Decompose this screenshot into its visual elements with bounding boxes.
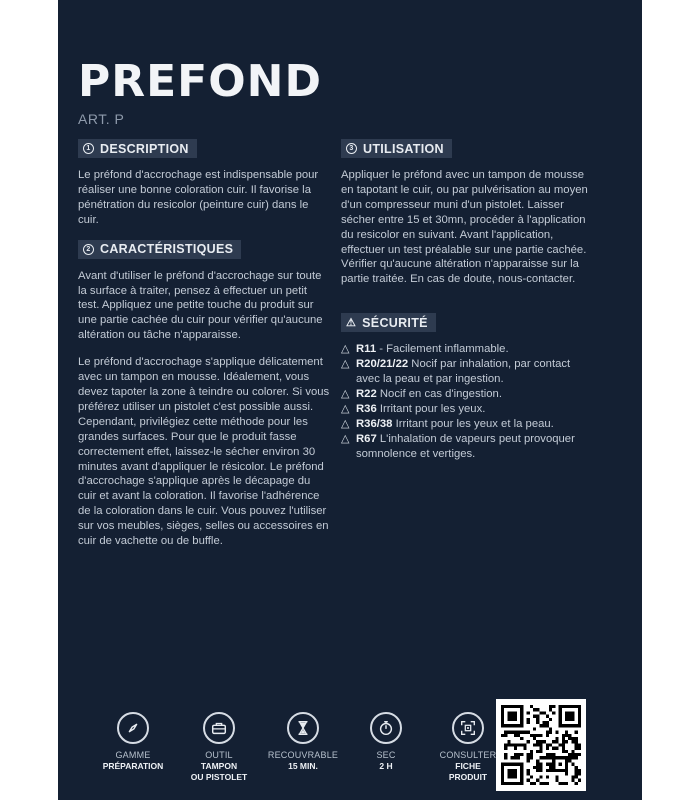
badge-sec: SEC 2 H: [341, 712, 431, 772]
badge-gamme: GAMME PRÉPARATION: [88, 712, 178, 772]
list-item: △ R67 L'inhalation de vapeurs peut provoquer somnolence et vertiges.: [341, 432, 575, 460]
qr-code[interactable]: [496, 699, 586, 791]
page-title: PREFOND: [78, 56, 322, 107]
badge-recouvrable: RECOUVRABLE 15 MIN.: [258, 712, 348, 772]
article-reference: ART. P: [78, 111, 125, 127]
section-number-icon: 2: [83, 244, 94, 255]
description-text: Le préfond d'accrochage est indispensable pour réaliser une bonne coloration cuir. Il favorise la pénétration du resicolor (peinture cuir) dans le cuir.: [78, 169, 319, 226]
description-heading-label: DESCRIPTION: [100, 141, 189, 156]
section-number-icon: 3: [346, 143, 357, 154]
risk-list: [341, 342, 591, 461]
warning-icon: ⚠: [346, 317, 357, 330]
product-sheet: [58, 0, 642, 800]
warning-triangle-icon: △: [341, 358, 350, 371]
list-item: △ R36/38 Irritant pour les yeux et la peau.: [341, 417, 554, 430]
section-number-icon: 1: [83, 143, 94, 154]
badge-consulter: CONSULTER FICHE PRODUIT: [423, 712, 513, 783]
safety-heading: [341, 313, 436, 332]
timer-icon: [370, 712, 402, 744]
description-heading: [78, 139, 197, 158]
warning-triangle-icon: △: [341, 417, 350, 430]
usage-text: Appliquer le préfond avec un tampon de mousse en tapotant le cuir, ou par pulvérisation au moyen d'un compresseur muni d'un pistolet. Laisser sécher entre 15 et 30mn, procéder à l'application du resicolor en suivant. Avant l'application, effectuer un test préalable sur une partie cachée. Vérifier qu'aucune altération n'apparaisse sur la partie traitée. En cas de doute, nous-contacter.: [341, 169, 588, 286]
safety-heading-label: SÉCURITÉ: [362, 315, 428, 330]
list-item: △ R11 - Facilement inflammable.: [341, 343, 509, 356]
left-column: [78, 137, 330, 559]
badge-outil: OUTIL TAMPON OU PISTOLET: [174, 712, 264, 783]
qr-code-icon: [501, 704, 581, 786]
toolbox-icon: [203, 712, 235, 744]
list-item: △ R20/21/22 Nocif par inhalation, par contact avec la peau et par ingestion.: [341, 358, 571, 386]
characteristics-text-1: Avant d'utiliser le préfond d'accrochage sur toute la surface à traiter, pensez à effectuer un petit test. Appliquez une petite touche du produit sur une partie cachée du cuir pour vérifier qu'aucune altération ou tâche n'apparaisse.: [78, 269, 323, 342]
warning-triangle-icon: △: [341, 432, 350, 445]
characteristics-heading: [78, 240, 241, 259]
characteristics-text-2: Le préfond d'accrochage s'applique délicatement avec un tampon en mousse. Idéalement, vous devez tapoter la zone à teindre ou colorer. Si vous préférez utiliser un pistolet c'est possible aussi. Cependant, privilégiez cette méthode pour les grandes surfaces. Pour que le produit fasse correctement effet, laissez-le sécher environ 30 minutes avant d'appliquer le résicolor. Le préfond d'accrochage s'applique après le décapage du cuir et avant la coloration. Il favorise l'adhérence de la coloration dans le cuir. Vous pouvez l'utiliser sur vos meubles, sièges, selles ou accessoires en cuir de vachette ou de buffle.: [78, 356, 330, 548]
list-item: △ R36 Irritant pour les yeux.: [341, 402, 486, 415]
usage-heading: [341, 139, 452, 158]
hourglass-icon: [287, 712, 319, 744]
usage-heading-label: UTILISATION: [363, 141, 444, 156]
warning-triangle-icon: △: [341, 343, 350, 356]
right-column: [341, 137, 591, 462]
feature-badges: [88, 712, 518, 792]
characteristics-heading-label: CARACTÉRISTIQUES: [100, 242, 234, 257]
compass-icon: [117, 712, 149, 744]
warning-triangle-icon: △: [341, 402, 350, 415]
warning-triangle-icon: △: [341, 387, 350, 400]
qr-scan-icon: [452, 712, 484, 744]
list-item: △ R22 Nocif en cas d'ingestion.: [341, 387, 502, 400]
